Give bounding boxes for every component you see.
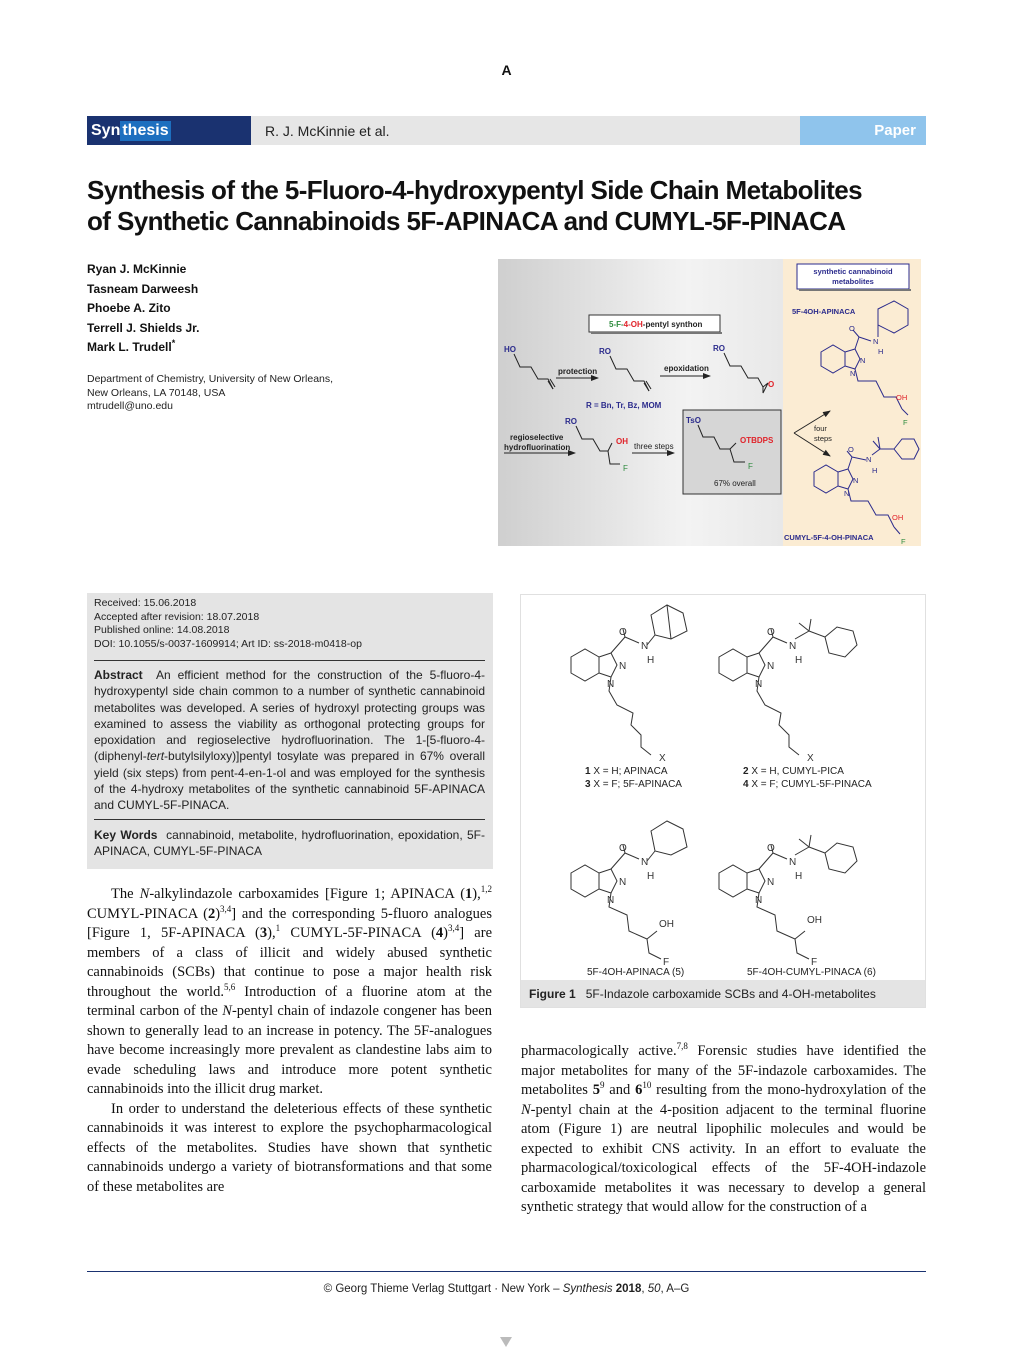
svg-text:H: H <box>647 655 655 666</box>
svg-text:R = Bn, Tr, Bz, MOM: R = Bn, Tr, Bz, MOM <box>586 401 662 410</box>
abstract-label: Abstract <box>94 668 143 682</box>
citation: 9 <box>599 1080 605 1091</box>
svg-text:RO: RO <box>565 417 577 426</box>
svg-text:N: N <box>789 857 797 868</box>
svg-text:F: F <box>748 462 753 471</box>
compound-2-label: 2 X = H, CUMYL-PICA <box>743 766 844 777</box>
svg-text:RO: RO <box>599 347 611 356</box>
figure-1 <box>520 594 926 1008</box>
doi-link[interactable]: DOI: 10.1055/s-0037-1609914; Art ID: ss-2018-m0418-op <box>94 637 362 650</box>
running-header <box>87 116 926 145</box>
svg-text:H: H <box>872 466 878 475</box>
keywords-label: Key Words <box>94 828 158 842</box>
svg-text:67% overall: 67% overall <box>714 479 756 488</box>
body-column-right <box>521 1042 926 1218</box>
svg-text:three steps: three steps <box>634 442 674 451</box>
svg-text:N: N <box>844 489 850 498</box>
svg-text:N: N <box>767 661 775 672</box>
svg-text:F: F <box>901 537 906 546</box>
compound-3-label: 3 X = F; 5F-APINACA <box>585 779 682 790</box>
citation: 3,4 <box>448 923 460 934</box>
citation: 3,4 <box>220 903 232 914</box>
svg-text:RO: RO <box>713 344 725 353</box>
svg-text:epoxidation: epoxidation <box>664 364 709 373</box>
svg-text:OH: OH <box>807 915 822 926</box>
paragraph: In order to understand the deleterious effects of these synthetic cannabinoids it was interest to explore the psychopharmacological effects of the metabolites. Studies have shown that synthetic cannabinoids undergo a variety of biotransformations and that some of these metabolites are <box>87 1100 492 1195</box>
paragraph: The N-alkylindazole carboxamides [Figure 1; APINACA (1),$^{1,2}$ CUMYL-PINACA $(2)^{3,4}$] and the corresponding 5-fluoro analogues [Figure 1, 5F-APINACA (3),$^1$ CUMYL-5F-PINACA $(4)^{3,4}$] are members of a class of illicit and widely abused synthetic cannabinoids (SCBs) that continue to pose a major health risk throughout the world.$^{5,6}$ Introduction of a fluorine atom at the terminal carbon of the N-pentyl chain of indazole congener has been shown to generally lead to an increase in potency. The 5F-analogues have become increasingly more prevalent as clandestine labs aim to evade scheduling laws and introduce more potent synthetic cannabinoids into the illicit drug market. <box>87 884 493 1097</box>
svg-text:OH: OH <box>616 437 628 446</box>
graphical-abstract <box>498 259 921 546</box>
svg-text:N: N <box>607 679 615 690</box>
svg-text:N: N <box>755 895 763 906</box>
svg-text:N: N <box>619 877 627 888</box>
title-line-1: Synthesis of the 5-Fluoro-4-hydroxypentyl Side Chain Metabolites <box>87 175 862 205</box>
citation: 1,2 <box>480 884 492 895</box>
svg-text:N: N <box>850 369 856 378</box>
title-line-2: of Synthetic Cannabinoids 5F-APINACA and CUMYL-5F-PINACA <box>87 206 846 236</box>
svg-text:N: N <box>789 641 797 652</box>
affiliation: Department of Chemistry, University of New Orleans, New Orleans, LA 70148, USA mtrudell@uno.edu <box>87 373 334 412</box>
svg-text:OTBDPS: OTBDPS <box>740 436 774 445</box>
figure-label: Figure 1 <box>529 986 576 1001</box>
svg-text:F: F <box>811 957 818 968</box>
paragraph: pharmacologically active.$^{7,8}$ Forensic studies have identified the major metabolites for many of the 5F-indazole carboxamides. The metabolites $5^9$ and $6^{10}$ resulting from the mono-hydroxylation of the N-pentyl chain at the 4-position adjacent to the terminal fluorine atom (Figure 1) are neutral lipophilic molecules and would be expected to exhibit CNS activity. In an effort to evaluate the pharmacological/toxicological effects of the 5F-4OH-indazole carboxamide metabolites it was necessary to develop a general synthetic strategy that would allow for the construction of a <box>521 1041 927 1215</box>
figure-1-structures <box>521 595 925 981</box>
svg-text:OH: OH <box>892 513 904 522</box>
svg-text:N: N <box>860 356 866 365</box>
svg-text:CUMYL-5F-4-OH-PINACA: CUMYL-5F-4-OH-PINACA <box>784 533 874 542</box>
svg-text:5-F-4-OH-pentyl synthon: 5-F-4-OH-pentyl synthon <box>609 320 703 329</box>
body-column-left <box>87 885 492 1197</box>
author: Mark L. Trudell* <box>87 338 176 354</box>
svg-text:O: O <box>767 627 775 638</box>
keywords: Key Words cannabinoid, metabolite, hydrofluorination, epoxidation, 5F-APINACA, CUMYL-5F-PINACA <box>94 828 485 859</box>
svg-text:TsO: TsO <box>686 416 701 425</box>
svg-text:synthetic cannabinoid: synthetic cannabinoid <box>813 267 893 276</box>
svg-text:N: N <box>866 455 872 464</box>
svg-text:hydrofluorination: hydrofluorination <box>504 443 571 452</box>
svg-text:O: O <box>619 627 627 638</box>
svg-text:H: H <box>647 871 655 882</box>
citation: 5,6 <box>223 981 236 992</box>
article-dates: Received: 15.06.2018 Accepted after revision: 18.07.2018 Published online: 14.08.2018 DOI: 10.1055/s-0037-1609914; Art ID: ss-2018-m0418-op <box>94 597 362 650</box>
svg-text:X: X <box>659 753 666 764</box>
compound-6-label: 5F-4OH-CUMYL-PINACA (6) <box>747 967 876 978</box>
footer-citation: © Georg Thieme Verlag Stuttgart · New York – Synthesis 2018, 50, A–G <box>323 1283 690 1295</box>
author: Terrell J. Shields Jr. <box>87 320 200 335</box>
svg-text:O: O <box>849 324 855 333</box>
figure-caption: Figure 1 5F-Indazole carboxamide SCBs and 4-OH-metabolites <box>521 980 925 1007</box>
footer-divider <box>87 1271 926 1272</box>
author: Tasneam Darweesh <box>87 281 199 296</box>
citation: 1 <box>275 923 281 934</box>
journal-logo <box>87 116 251 145</box>
svg-text:X: X <box>807 753 814 764</box>
page-letter: A <box>501 62 512 78</box>
email-link[interactable]: mtrudell@uno.edu <box>87 400 173 412</box>
svg-text:N: N <box>619 661 627 672</box>
corresponding-author-mark: * <box>171 338 176 348</box>
svg-text:protection: protection <box>558 367 598 376</box>
svg-text:F: F <box>903 418 908 427</box>
divider <box>94 819 485 820</box>
divider <box>94 660 485 661</box>
svg-text:N: N <box>873 337 879 346</box>
svg-text:steps: steps <box>814 434 832 443</box>
svg-text:regioselective: regioselective <box>510 433 564 442</box>
abstract: Abstract An efficient method for the construction of the 5-fluoro-4-hydroxypentyl side chain common to a number of synthetic cannabinoid metabolites was developed. A series of hydroxyl protecting groups was examined to assess the viability as orthogonal protecting groups for epoxidation and regioselective hydrofluorination. The 1-[5-fluoro-4-(diphenyl-tert-butylsilyloxy)]pentyl tosylate was prepared in 67% overall yield (six steps) from pent-4-en-1-ol and was employed for the synthesis of the 4-hydroxy metabolites of the synthetic cannabinoid 5F-APINACA and CUMYL-5F-PINACA. <box>94 668 485 813</box>
logo-part-1: Syn <box>91 121 121 139</box>
svg-text:N: N <box>767 877 775 888</box>
svg-text:O: O <box>767 843 775 854</box>
citation: 10 <box>642 1080 652 1091</box>
logo-part-2: thesis <box>122 121 169 139</box>
svg-text:four: four <box>814 424 827 433</box>
citation: 7,8 <box>676 1041 688 1052</box>
reaction-scheme <box>498 259 921 546</box>
author: Phoebe A. Zito <box>87 301 171 315</box>
compound-5-label: 5F-4OH-APINACA (5) <box>587 967 685 978</box>
svg-text:F: F <box>663 957 670 968</box>
author: Ryan J. McKinnie <box>87 262 187 276</box>
svg-text:N: N <box>853 476 859 485</box>
article-info-box <box>87 593 493 869</box>
svg-text:5F-4OH-APINACA: 5F-4OH-APINACA <box>792 307 856 316</box>
svg-text:H: H <box>795 655 803 666</box>
svg-text:N: N <box>641 641 649 652</box>
svg-text:metabolites: metabolites <box>832 277 874 286</box>
compound-4-label: 4 X = F; CUMYL-5F-PINACA <box>743 779 872 790</box>
svg-text:OH: OH <box>896 393 908 402</box>
svg-text:OH: OH <box>659 919 674 930</box>
svg-text:O: O <box>619 843 627 854</box>
svg-text:H: H <box>795 871 803 882</box>
svg-text:O: O <box>848 445 854 454</box>
compound-1-label: 1 X = H; APINACA <box>585 766 668 777</box>
svg-text:HO: HO <box>504 345 516 354</box>
running-authors: R. J. McKinnie et al. <box>251 116 800 145</box>
article-title <box>87 175 937 237</box>
svg-text:O: O <box>768 380 775 389</box>
svg-text:N: N <box>641 857 649 868</box>
svg-text:N: N <box>607 895 615 906</box>
svg-text:N: N <box>755 679 763 690</box>
svg-text:F: F <box>623 464 628 473</box>
next-page-arrow-icon[interactable] <box>500 1337 512 1347</box>
svg-text:H: H <box>878 347 884 356</box>
article-type-badge: Paper <box>800 116 926 145</box>
author-list <box>87 260 200 358</box>
